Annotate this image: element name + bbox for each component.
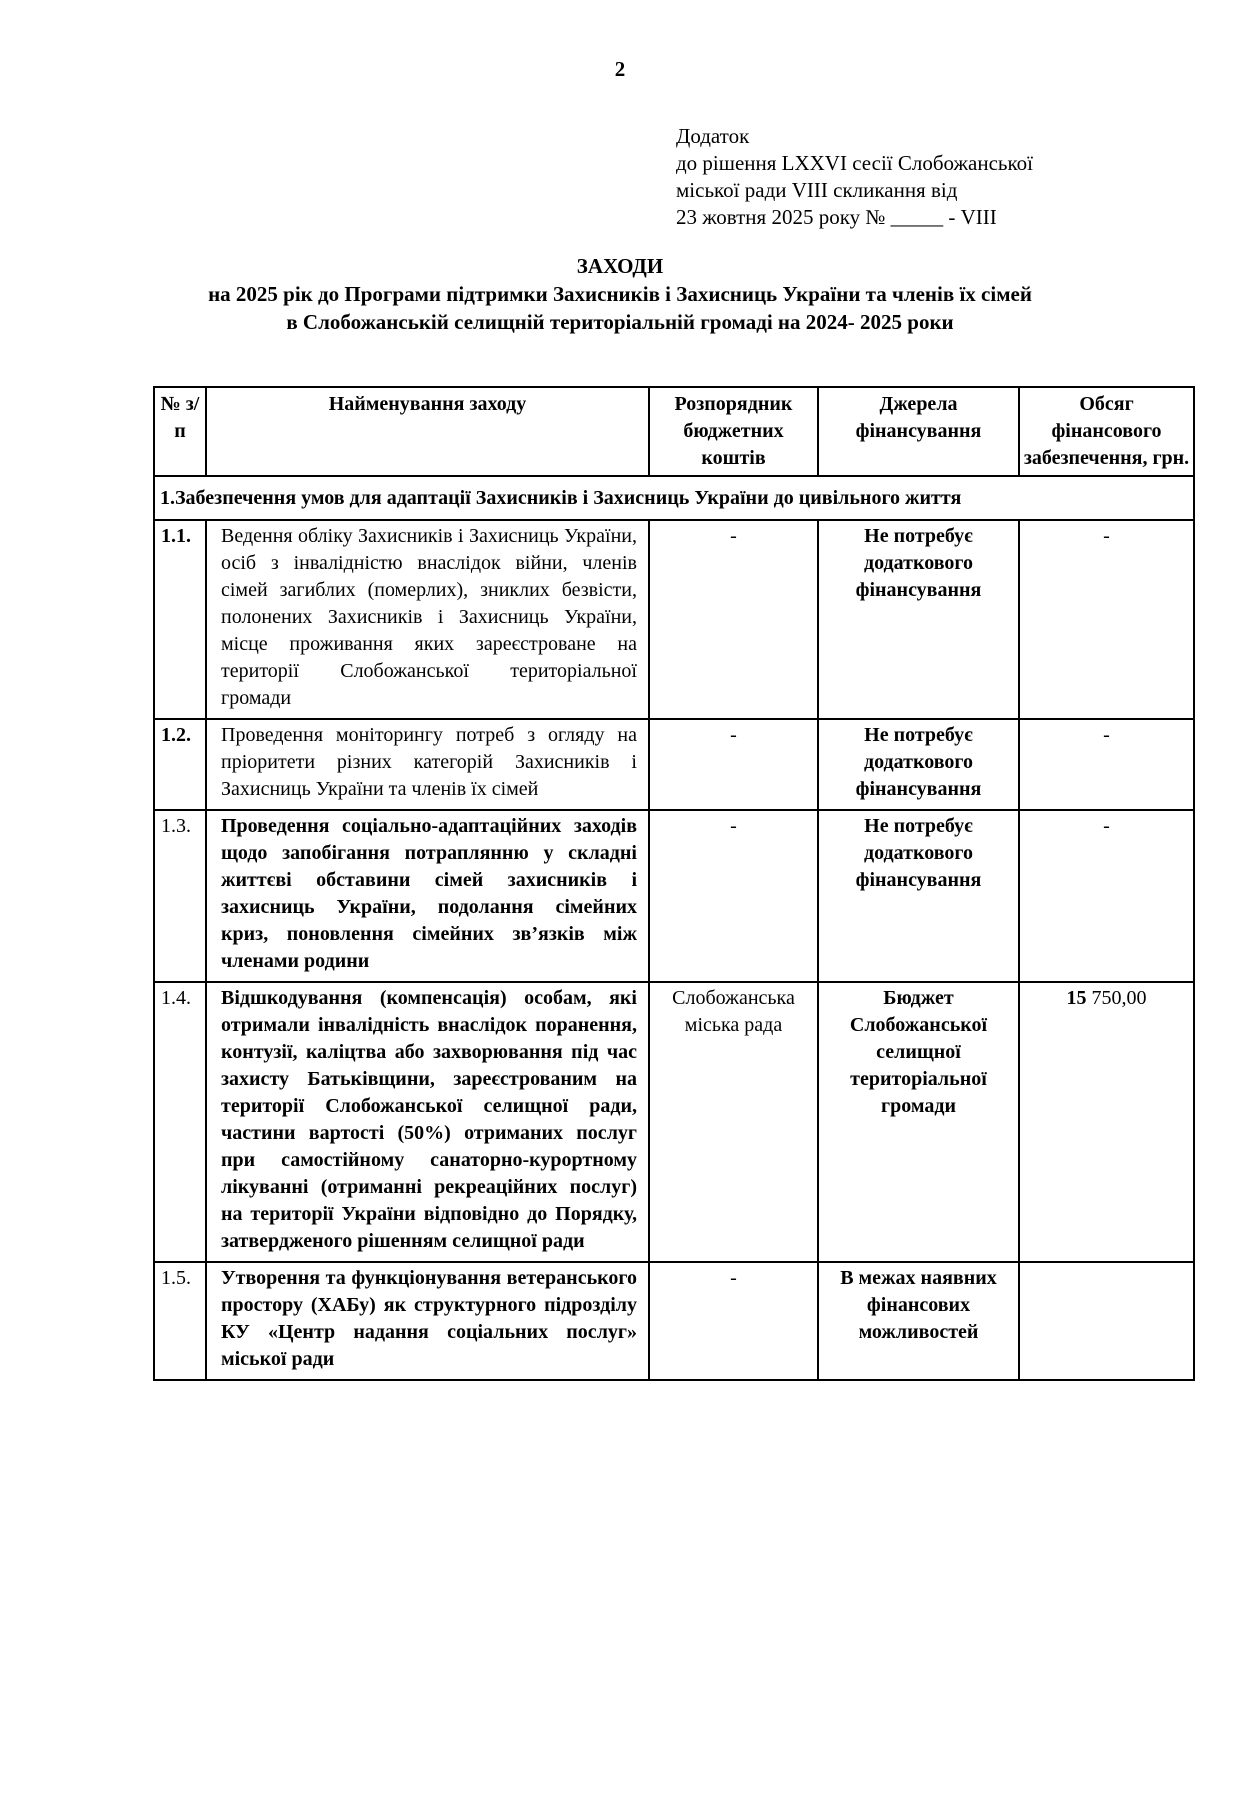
- table-row: [154, 520, 1194, 719]
- manager-cell: -: [649, 719, 818, 810]
- funding-source-cell: В межах наявних фінансових можливостей: [818, 1262, 1019, 1380]
- amount-value-rest: 750,00: [1086, 987, 1147, 1009]
- row-number-cell: 1.2.: [154, 719, 206, 810]
- amount-cell: [1019, 1262, 1194, 1380]
- annex-line-2: до рішення LXXVI сесії Слобожанської: [676, 151, 1033, 175]
- row-number-cell: 1.5.: [154, 1262, 206, 1380]
- document-page: [0, 56, 1240, 1381]
- document-subtitle-line-2: в Слобожанській селищній територіальній громаді на 2024- 2025 роки: [286, 310, 954, 334]
- annex-line-4: 23 жовтня 2025 року № _____ - VIII: [676, 205, 997, 229]
- header-cell-num: № з/п: [154, 387, 206, 476]
- page-number: 2: [614, 57, 626, 81]
- table-row: [154, 810, 1194, 982]
- funding-source-cell: Не потребує додаткового фінансування: [818, 719, 1019, 810]
- amount-cell: [1019, 982, 1194, 1262]
- row-number-cell: 1.3.: [154, 810, 206, 982]
- table-row: [154, 1262, 1194, 1380]
- annex-line-3: міської ради VIII скликання від: [676, 178, 958, 202]
- annex-line-1: Додаток: [676, 124, 750, 148]
- table-row: [154, 982, 1194, 1262]
- document-title: ЗАХОДИ: [576, 254, 664, 278]
- amount-value-bold: 15: [1066, 987, 1087, 1009]
- annex-block: [676, 123, 1240, 231]
- manager-cell: -: [649, 810, 818, 982]
- section-header-row: [154, 476, 1194, 520]
- measure-name-cell: Проведення моніторингу потреб з огляду на пріоритети різних категорій Захисників і Захисниць України та членів їх сімей: [206, 719, 649, 810]
- row-number-cell: 1.1.: [154, 520, 206, 719]
- table-row: [154, 719, 1194, 810]
- header-cell-source: Джерела фінансування: [818, 387, 1019, 476]
- funding-source-cell: Не потребує додаткового фінансування: [818, 520, 1019, 719]
- amount-cell: -: [1019, 810, 1194, 982]
- funding-source-cell: Бюджет Слобожанської селищної територіальної громади: [818, 982, 1019, 1262]
- amount-cell: -: [1019, 719, 1194, 810]
- manager-cell: Слобожанська міська рада: [649, 982, 818, 1262]
- header-cell-amount: Обсяг фінансового забезпечення, грн.: [1019, 387, 1194, 476]
- table-header-row: [154, 387, 1194, 476]
- header-cell-manager: Розпорядник бюджетних коштів: [649, 387, 818, 476]
- measure-name-cell: Відшкодування (компенсація) особам, які отримали інвалідність внаслідок поранення, контузії, каліцтва або захворювання під час захисту Батьківщини, зареєстрованим на території Слобожанської селищної ради, частини вартості (50%) отриманих послуг при самостійному санаторно-курортному лікуванні (отриманні рекреаційних послуг) на території України відповідно до Порядку, затвердженого рішенням селищної ради: [206, 982, 649, 1262]
- measure-name-cell: Ведення обліку Захисників і Захисниць України, осіб з інвалідністю внаслідок війни, членів сімей загиблих (померлих), зниклих безвісти, полонених Захисників і Захисниць України, місце проживання яких зареєстроване на території Слобожанської територіальної громади: [206, 520, 649, 719]
- section-header-cell: 1.Забезпечення умов для адаптації Захисників і Захисниць України до цивільного життя: [154, 476, 1194, 520]
- document-subtitle-line-1: на 2025 рік до Програми підтримки Захисників і Захисниць України та членів їх сімей: [208, 282, 1032, 306]
- funding-source-cell: Не потребує додаткового фінансування: [818, 810, 1019, 982]
- manager-cell: -: [649, 1262, 818, 1380]
- amount-cell: -: [1019, 520, 1194, 719]
- manager-cell: -: [649, 520, 818, 719]
- measure-name-cell: Утворення та функціонування ветеранського простору (ХАБу) як структурного підрозділу КУ «Центр надання соціальних послуг» міської ради: [206, 1262, 649, 1380]
- row-number-cell: 1.4.: [154, 982, 206, 1262]
- measures-table: [153, 386, 1195, 1381]
- header-cell-name: Найменування заходу: [206, 387, 649, 476]
- measure-name-cell: Проведення соціально-адаптаційних заходів щодо запобігання потраплянню у складні життєві обставини сімей захисників і захисниць України, подолання сімейних криз, поновлення сімейних зв’язків між членами родини: [206, 810, 649, 982]
